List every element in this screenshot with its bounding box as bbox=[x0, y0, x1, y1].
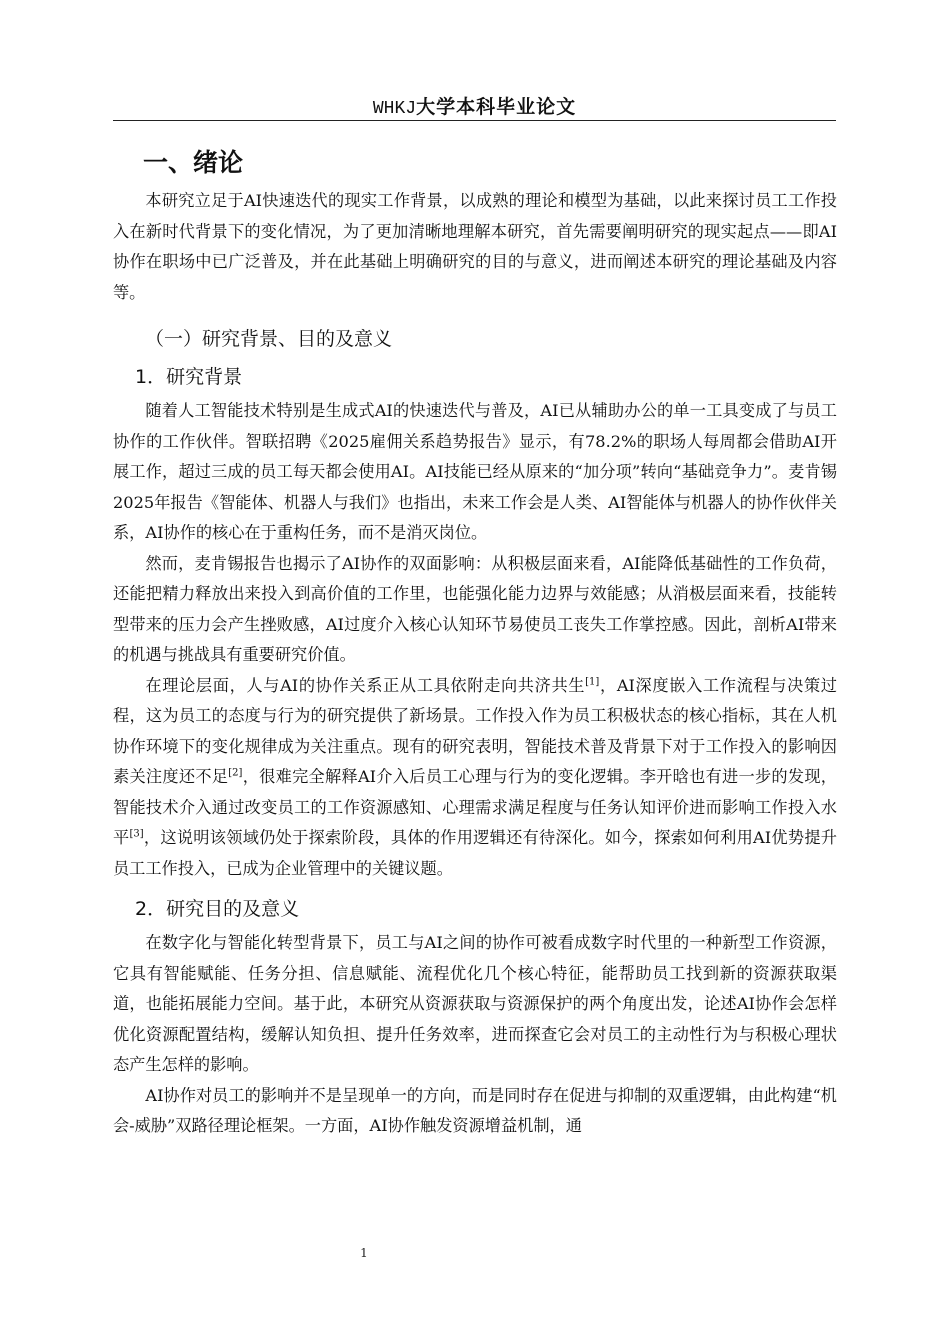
citation-ref-2: [2] bbox=[228, 767, 243, 779]
background-paragraph-2: 然而，麦肯锡报告也揭示了AI协作的双面影响：从积极层面来看，AI能降低基础性的工作负荷，还能把精力释放出来投入到高价值的工作里，也能强化能力边界与效能感；从消极层面来看，技能转型带来的压力会产生挫败感，AI过度介入核心认知环节易使员工丧失工作掌控感。因此，剖析AI带来的机遇与挑战具有重要研究价值。 bbox=[113, 553, 837, 664]
citation-ref-1: [1] bbox=[585, 676, 600, 688]
running-header bbox=[113, 94, 836, 121]
subsection-title-purpose: 2．研究目的及意义 bbox=[135, 898, 300, 920]
paragraph-text: ，这说明该领域仍处于探索阶段，具体的作用逻辑还有待深化。如今，探索如何利用AI优势提升员工工作投入，已成为企业管理中的关键议题。 bbox=[113, 828, 837, 878]
purpose-paragraph-2: AI协作对员工的影响并不是呈现单一的方向，而是同时存在促进与抑制的双重逻辑，由此构建“机会-威胁”双路径理论框架。一方面，AI协作触发资源增益机制，通 bbox=[113, 1085, 837, 1135]
chapter-title: 一、绪论 bbox=[143, 148, 244, 177]
header-institution-code: WHKJ bbox=[372, 99, 417, 119]
header-document-type: 大学本科毕业论文 bbox=[416, 96, 577, 118]
purpose-paragraph-1: 在数字化与智能化转型背景下，员工与AI之间的协作可被看成数字时代里的一种新型工作资源，它具有智能赋能、任务分担、信息赋能、流程优化几个核心特征，能帮助员工找到新的资源获取渠道，也能拓展能力空间。基于此，本研究从资源获取与资源保护的两个角度出发，论述AI协作会怎样优化资源配置结构，缓解认知负担、提升任务效率，进而探查它会对员工的主动性行为与积极心理状态产生怎样的影响。 bbox=[113, 933, 837, 1074]
page-number: 1 bbox=[360, 1246, 368, 1260]
paragraph-text: ，AI深度嵌入工作流程与决策过程，这为员工的态度与行为的研究提供了新场景。工作投入作为员工积极状态的核心指标，其在人机协作环境下的变化规律成为关注重点。现有的研究表明，智能技术普及背景下对于工作投入的影响因素关注度还不足 bbox=[113, 675, 837, 786]
paragraph-text: ，很难完全解释AI介入后员工心理与行为的变化逻辑。李开晗也有进一步的发现，智能技术介入通过改变员工的工作资源感知、心理需求满足程度与任务认知评价进而影响工作投入水平 bbox=[113, 767, 837, 847]
section-title: （一）研究背景、目的及意义 bbox=[145, 328, 393, 350]
background-paragraph-3 bbox=[113, 671, 837, 885]
page-body bbox=[113, 140, 837, 1142]
background-paragraph-1: 随着人工智能技术特别是生成式AI的快速迭代与普及，AI已从辅助办公的单一工具变成了与员工协作的工作伙伴。智联招聘《2025雇佣关系趋势报告》显示，有78.2%的职场人每周都会借助AI开展工作，超过三成的员工每天都会使用AI。AI技能已经从原来的“加分项”转向“基础竞争力”。麦肯锡2025年报告《智能体、机器人与我们》也指出，未来工作会是人类、AI智能体与机器人的协作伙伴关系，AI协作的核心在于重构任务，而不是消灭岗位。 bbox=[113, 401, 837, 542]
paragraph-text: 在理论层面，人与AI的协作关系正从工具依附走向共济共生 bbox=[145, 675, 586, 695]
citation-ref-3: [3] bbox=[129, 828, 144, 840]
intro-paragraph: 本研究立足于AI快速迭代的现实工作背景，以成熟的理论和模型为基础，以此来探讨员工工作投入在新时代背景下的变化情况，为了更加清晰地理解本研究，首先需要阐明研究的现实起点——即AI协作在职场中已广泛普及，并在此基础上明确研究的目的与意义，进而阐述本研究的理论基础及内容等。 bbox=[113, 191, 837, 302]
subsection-title-background: 1．研究背景 bbox=[135, 366, 243, 388]
